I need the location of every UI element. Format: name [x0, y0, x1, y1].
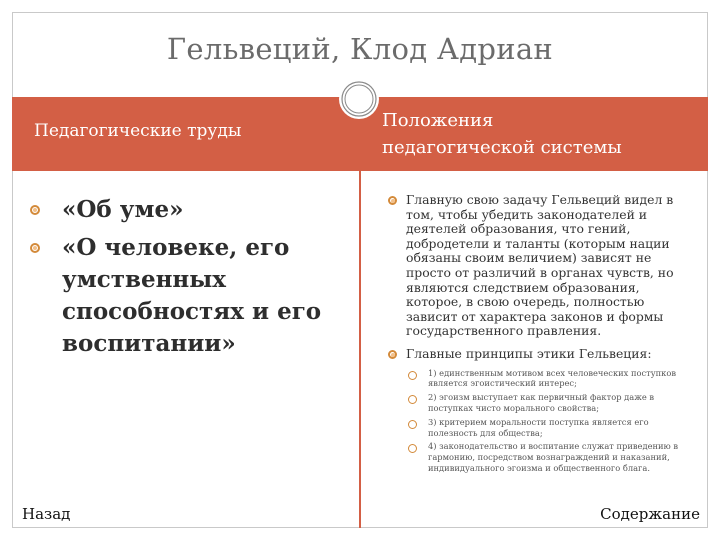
list-item	[386, 193, 692, 339]
work-title: «Об уме»	[62, 196, 184, 223]
sub-item-text: 1) единственным мотивом всех человеческих поступков является эгоистический интерес;	[428, 367, 677, 389]
list-item	[386, 347, 692, 474]
bullet-icon	[388, 196, 397, 205]
header-right-line1: Положения	[382, 110, 494, 131]
list-item	[30, 232, 350, 360]
list-item	[30, 194, 350, 226]
back-link[interactable]: Назад	[22, 505, 71, 523]
principle-text: Главные принципы этики Гельвеция:	[406, 345, 652, 361]
sub-bullet-icon	[408, 395, 417, 404]
ethics-sublist	[406, 368, 692, 474]
works-list	[30, 194, 350, 366]
sub-bullet-icon	[408, 371, 417, 380]
sub-bullet-icon	[408, 444, 417, 453]
sub-list-item	[406, 368, 692, 390]
column-divider	[359, 97, 361, 528]
slide-title: Гельвеций, Клод Адриан	[166, 32, 554, 66]
bullet-icon	[388, 350, 397, 359]
work-title: «О человеке, его умственных способностях и его воспитании»	[62, 234, 322, 357]
contents-link[interactable]: Содержание	[600, 505, 700, 523]
bullet-icon	[30, 243, 40, 253]
principle-text: Главную свою задачу Гельвеций видел в том, чтобы убедить законодателей и деятелей образования, что гений, добродетели и таланты (которым нации обязаны своим величием) зависят не просто от различий в органах чувств, но являются следствием образования, которое, в свою очередь, полностью зависит от характера законов и формы государственного правления.	[406, 192, 674, 339]
sub-list-item	[406, 441, 692, 473]
sub-list-item	[406, 417, 692, 439]
header-left-label: Педагогические труды	[34, 121, 242, 141]
sub-item-text: 2) эгоизм выступает как первичный фактор даже в поступках чисто морального свойства;	[428, 392, 655, 413]
bullet-icon	[30, 205, 40, 215]
header-right-line2: педагогической системы	[382, 137, 622, 158]
sub-list-item	[406, 392, 692, 414]
decorative-ring-icon	[338, 78, 380, 120]
sub-item-text: 3) критерием моральности поступка является его полезность для общества;	[428, 416, 649, 438]
sub-item-text: 4) законодательство и воспитание служат приведению в гармонию, посредством вознаграждений и наказаний, индивидуального эгоизма и общественного блага.	[428, 441, 679, 473]
principles-list	[386, 193, 692, 477]
sub-bullet-icon	[408, 420, 417, 429]
header-right-label	[382, 107, 682, 161]
